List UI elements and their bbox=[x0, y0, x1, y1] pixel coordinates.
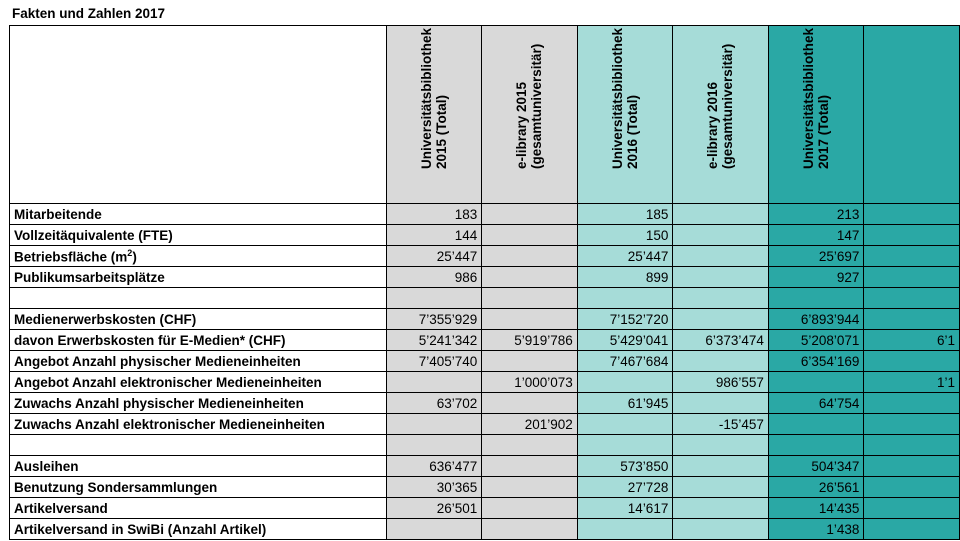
table-cell[interactable] bbox=[482, 498, 578, 519]
table-cell[interactable]: 7’467’684 bbox=[577, 351, 673, 372]
table-cell[interactable]: 144 bbox=[386, 225, 482, 246]
table-cell[interactable]: 25’447 bbox=[577, 246, 673, 267]
table-cell[interactable] bbox=[864, 519, 960, 540]
table-cell[interactable]: 7’405’740 bbox=[386, 351, 482, 372]
table-cell[interactable] bbox=[673, 498, 769, 519]
table-cell[interactable]: 26’501 bbox=[386, 498, 482, 519]
table-cell[interactable] bbox=[673, 246, 769, 267]
column-header[interactable] bbox=[386, 26, 482, 204]
table-cell[interactable] bbox=[482, 225, 578, 246]
table-cell[interactable]: 5’241’342 bbox=[386, 330, 482, 351]
table-cell[interactable]: 1’000’073 bbox=[482, 372, 578, 393]
row-label[interactable]: Mitarbeitende bbox=[10, 204, 387, 225]
row-label[interactable]: Angebot Anzahl physischer Medieneinheiten bbox=[10, 351, 387, 372]
table-row bbox=[10, 456, 960, 477]
column-header-line2: 2015 (Total) bbox=[433, 94, 449, 169]
table-cell[interactable]: 25’447 bbox=[386, 246, 482, 267]
table-cell[interactable] bbox=[864, 288, 960, 309]
table-cell[interactable]: 986 bbox=[386, 267, 482, 288]
table-row bbox=[10, 225, 960, 246]
table-row bbox=[10, 309, 960, 330]
table-row bbox=[10, 498, 960, 519]
column-header-line1: e-library 2015 bbox=[514, 81, 530, 169]
table-cell[interactable] bbox=[864, 435, 960, 456]
table-cell[interactable] bbox=[673, 309, 769, 330]
column-header[interactable] bbox=[768, 26, 864, 204]
table-cell[interactable]: 183 bbox=[386, 204, 482, 225]
table-cell[interactable] bbox=[577, 288, 673, 309]
table-cell[interactable]: 5’208’071 bbox=[768, 330, 864, 351]
table-cell[interactable]: 150 bbox=[577, 225, 673, 246]
row-label-superscript: 2 bbox=[127, 247, 133, 258]
column-header[interactable] bbox=[673, 26, 769, 204]
table-row bbox=[10, 393, 960, 414]
table-row bbox=[10, 519, 960, 540]
table-cell[interactable] bbox=[864, 309, 960, 330]
table-cell[interactable]: 30’365 bbox=[386, 477, 482, 498]
table-body bbox=[10, 204, 960, 540]
column-header-line1: Universitätsbibliothek bbox=[800, 27, 816, 169]
column-header-line1: Universitätsbibliothek bbox=[609, 27, 625, 169]
table-cell[interactable]: 64’754 bbox=[768, 393, 864, 414]
table-cell[interactable]: 5’429’041 bbox=[577, 330, 673, 351]
table-cell[interactable]: 5’919’786 bbox=[482, 330, 578, 351]
table-cell[interactable] bbox=[768, 372, 864, 393]
table-cell[interactable] bbox=[482, 477, 578, 498]
table-cell[interactable]: 213 bbox=[768, 204, 864, 225]
table-cell[interactable] bbox=[864, 225, 960, 246]
table-cell[interactable]: 986’557 bbox=[673, 372, 769, 393]
table-row bbox=[10, 288, 960, 309]
table-cell[interactable] bbox=[864, 204, 960, 225]
table-cell[interactable]: 6’373’474 bbox=[673, 330, 769, 351]
table-cell[interactable]: 1’1 bbox=[864, 372, 960, 393]
table-row bbox=[10, 204, 960, 225]
table-cell[interactable] bbox=[768, 435, 864, 456]
table-row bbox=[10, 330, 960, 351]
table-cell[interactable]: 27’728 bbox=[577, 477, 673, 498]
table-cell[interactable]: 61’945 bbox=[577, 393, 673, 414]
sheet-title: Fakten und Zahlen 2017 bbox=[12, 6, 166, 21]
statistics-table bbox=[9, 25, 960, 540]
table-cell[interactable] bbox=[482, 351, 578, 372]
table-row bbox=[10, 414, 960, 435]
table-cell[interactable] bbox=[577, 414, 673, 435]
row-label[interactable]: Benutzung Sondersammlungen bbox=[10, 477, 387, 498]
table-cell[interactable]: 201’902 bbox=[482, 414, 578, 435]
column-header-line1: e-library 2016 bbox=[705, 81, 721, 169]
table-cell[interactable]: 7’152’720 bbox=[577, 309, 673, 330]
table-cell[interactable] bbox=[864, 246, 960, 267]
table-cell[interactable]: 927 bbox=[768, 267, 864, 288]
table-cell[interactable] bbox=[673, 435, 769, 456]
table-cell[interactable] bbox=[864, 351, 960, 372]
row-label-text: Betriebsfläche (m bbox=[14, 249, 128, 265]
table-cell[interactable] bbox=[482, 309, 578, 330]
table-cell[interactable] bbox=[386, 288, 482, 309]
table-cell[interactable]: 6’354’169 bbox=[768, 351, 864, 372]
column-header-line2: (gesamtuniversitär) bbox=[720, 43, 736, 169]
column-header[interactable] bbox=[577, 26, 673, 204]
table-cell[interactable] bbox=[864, 267, 960, 288]
row-label[interactable]: Publikumsarbeitsplätze bbox=[10, 267, 387, 288]
table-cell[interactable] bbox=[482, 267, 578, 288]
table-cell[interactable]: 14’435 bbox=[768, 498, 864, 519]
table-cell[interactable] bbox=[386, 372, 482, 393]
table-cell[interactable] bbox=[577, 435, 673, 456]
table-row bbox=[10, 477, 960, 498]
table-cell[interactable]: 1’438 bbox=[768, 519, 864, 540]
row-label[interactable] bbox=[10, 288, 387, 309]
table-cell[interactable]: 899 bbox=[577, 267, 673, 288]
table-cell[interactable] bbox=[864, 414, 960, 435]
row-label[interactable] bbox=[10, 435, 387, 456]
table-cell[interactable] bbox=[386, 519, 482, 540]
column-header-line2: (gesamtuniversitär) bbox=[529, 43, 545, 169]
table-cell[interactable] bbox=[482, 519, 578, 540]
table-row bbox=[10, 267, 960, 288]
table-cell[interactable]: 6’1 bbox=[864, 330, 960, 351]
row-label[interactable]: Ausleihen bbox=[10, 456, 387, 477]
column-header-line1: Universitätsbibliothek bbox=[418, 27, 434, 169]
table-cell[interactable] bbox=[482, 456, 578, 477]
row-label[interactable]: davon Erwerbskosten für E-Medien* (CHF) bbox=[10, 330, 387, 351]
table-cell[interactable] bbox=[673, 456, 769, 477]
table-cell[interactable]: 14’617 bbox=[577, 498, 673, 519]
column-header[interactable] bbox=[864, 26, 960, 204]
table-cell[interactable] bbox=[864, 477, 960, 498]
table-cell[interactable] bbox=[673, 204, 769, 225]
table-cell[interactable]: 636’477 bbox=[386, 456, 482, 477]
column-header[interactable] bbox=[482, 26, 578, 204]
table-cell[interactable]: 25’697 bbox=[768, 246, 864, 267]
header-label-cell bbox=[10, 26, 387, 204]
table-cell[interactable] bbox=[673, 477, 769, 498]
table-cell[interactable]: 573’850 bbox=[577, 456, 673, 477]
table-cell[interactable] bbox=[482, 393, 578, 414]
table-cell[interactable] bbox=[673, 267, 769, 288]
row-label[interactable] bbox=[10, 246, 387, 267]
table-cell[interactable] bbox=[673, 393, 769, 414]
row-label-suffix: ) bbox=[132, 249, 137, 265]
header-row bbox=[10, 26, 960, 204]
table-cell[interactable] bbox=[864, 456, 960, 477]
table-cell[interactable]: 26’561 bbox=[768, 477, 864, 498]
table-cell[interactable] bbox=[482, 204, 578, 225]
table-cell[interactable] bbox=[482, 246, 578, 267]
table-cell[interactable]: 504’347 bbox=[768, 456, 864, 477]
table-cell[interactable] bbox=[864, 393, 960, 414]
table-cell[interactable]: 7’355’929 bbox=[386, 309, 482, 330]
table-cell[interactable]: 63’702 bbox=[386, 393, 482, 414]
table-cell[interactable]: 6’893’944 bbox=[768, 309, 864, 330]
table-cell[interactable] bbox=[482, 435, 578, 456]
table-cell[interactable] bbox=[482, 288, 578, 309]
table-cell[interactable] bbox=[673, 351, 769, 372]
table-cell[interactable] bbox=[673, 225, 769, 246]
table-cell[interactable]: 185 bbox=[577, 204, 673, 225]
table-cell[interactable] bbox=[577, 519, 673, 540]
table-cell[interactable] bbox=[386, 435, 482, 456]
table-cell[interactable] bbox=[577, 372, 673, 393]
table-cell[interactable]: 147 bbox=[768, 225, 864, 246]
row-label[interactable]: Medienerwerbskosten (CHF) bbox=[10, 309, 387, 330]
table-cell[interactable] bbox=[386, 414, 482, 435]
table-row bbox=[10, 351, 960, 372]
row-label[interactable]: Angebot Anzahl elektronischer Medieneinheiten bbox=[10, 372, 387, 393]
table-cell[interactable] bbox=[768, 288, 864, 309]
table-cell[interactable] bbox=[864, 498, 960, 519]
column-header-line2: 2016 (Total) bbox=[624, 94, 640, 169]
table-cell[interactable]: -15’457 bbox=[673, 414, 769, 435]
table-row bbox=[10, 435, 960, 456]
column-header-line2: 2017 (Total) bbox=[815, 94, 831, 169]
row-label[interactable]: Artikelversand bbox=[10, 498, 387, 519]
table-row bbox=[10, 246, 960, 267]
row-label[interactable]: Zuwachs Anzahl physischer Medieneinheiten bbox=[10, 393, 387, 414]
table-row bbox=[10, 372, 960, 393]
table-cell[interactable] bbox=[768, 414, 864, 435]
row-label[interactable]: Artikelversand in SwiBi (Anzahl Artikel) bbox=[10, 519, 387, 540]
row-label[interactable]: Zuwachs Anzahl elektronischer Medieneinheiten bbox=[10, 414, 387, 435]
table-cell[interactable] bbox=[673, 288, 769, 309]
table-cell[interactable] bbox=[673, 519, 769, 540]
row-label[interactable]: Vollzeitäquivalente (FTE) bbox=[10, 225, 387, 246]
